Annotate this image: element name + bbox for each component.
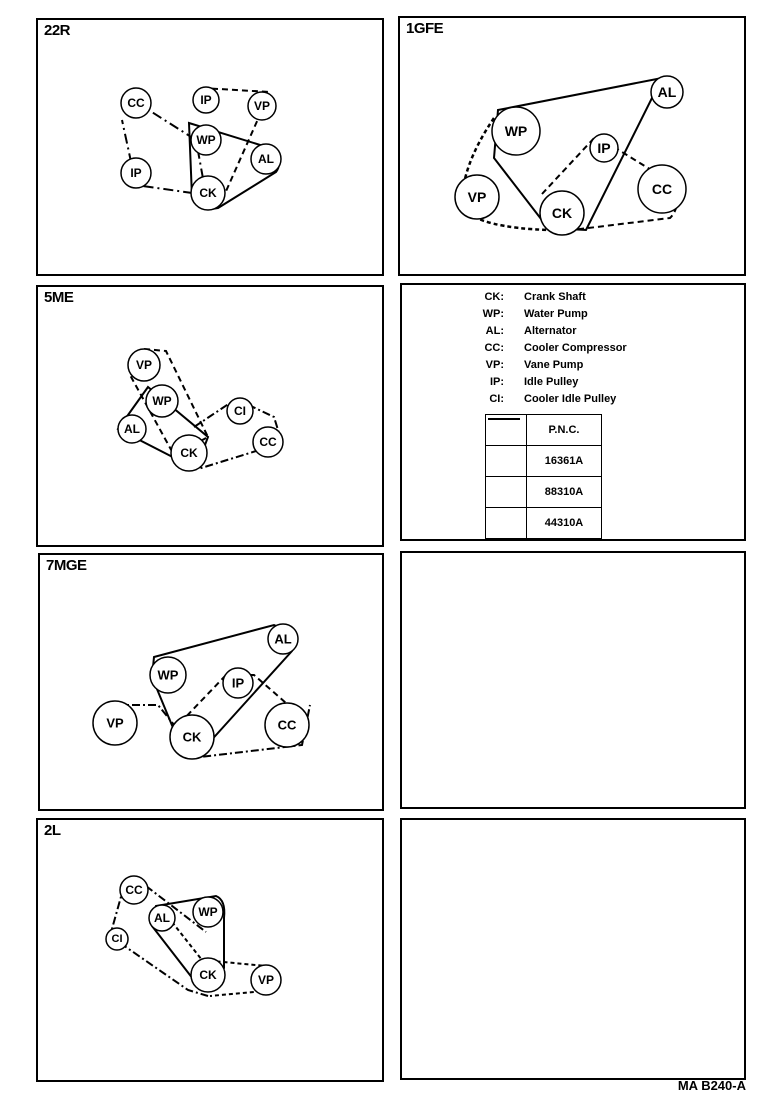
belt-diagram-5me xyxy=(38,287,382,545)
panel-5me xyxy=(36,285,384,547)
table-row xyxy=(486,446,602,477)
line-sample-icon xyxy=(486,415,522,423)
pnc-table xyxy=(485,414,602,539)
pulley-label: CC xyxy=(651,181,673,197)
panel-title: 22R xyxy=(44,22,71,39)
pulley-label: CK xyxy=(551,205,573,221)
empty-panel xyxy=(400,818,746,1080)
belt-diagram-7mge xyxy=(40,555,382,809)
pulley-label: VP xyxy=(135,358,153,372)
pulley-label: VP xyxy=(253,99,271,113)
legend-panel xyxy=(400,283,746,541)
legend-desc: Water Pump xyxy=(524,308,588,320)
line-sample-dashed xyxy=(486,477,527,508)
empty-panel xyxy=(400,551,746,809)
pulley-label: IP xyxy=(231,675,245,691)
legend-desc: Cooler Compressor xyxy=(524,342,627,354)
panel-1gfe xyxy=(398,16,746,276)
pulley-label: VP xyxy=(257,973,275,987)
pulley-label: CK xyxy=(180,446,198,460)
legend-desc: Idle Pulley xyxy=(524,376,579,388)
legend-abbr: CI: xyxy=(489,393,504,405)
legend-desc: Vane Pump xyxy=(524,359,584,371)
panel-title: 5ME xyxy=(44,289,74,306)
legend-abbr: CK: xyxy=(484,291,504,303)
belt-diagram-1gfe xyxy=(400,18,744,274)
panel-7mge xyxy=(38,553,384,811)
pulley-label: WP xyxy=(504,123,528,139)
pnc-value: 16361A xyxy=(527,446,602,477)
pulley-label: VP xyxy=(467,189,487,205)
panel-22r xyxy=(36,18,384,276)
pnc-value: 88310A xyxy=(527,477,602,508)
pulley-label: CC xyxy=(277,717,297,733)
pulley-label: CK xyxy=(199,968,217,982)
pnc-header: P.N.C. xyxy=(527,415,602,446)
pulley-label: AL xyxy=(274,631,292,647)
pulley-label: AL xyxy=(657,84,677,100)
line-sample-dashdot xyxy=(486,508,527,539)
legend-abbr: IP: xyxy=(489,376,504,388)
pulley-label: AL xyxy=(124,422,140,436)
pulley-label: VP xyxy=(106,715,124,731)
belt-diagram-2l xyxy=(38,820,382,1080)
belt-diagram-22r xyxy=(38,20,382,274)
legend-desc: Crank Shaft xyxy=(524,291,586,303)
pulley-label: CK xyxy=(182,729,202,745)
legend-desc: Cooler Idle Pulley xyxy=(524,393,617,405)
table-row xyxy=(486,508,602,539)
legend-abbr: CC: xyxy=(484,342,504,354)
pulley-label: CC xyxy=(125,883,143,897)
pulley-label: CK xyxy=(199,186,217,200)
pulley-label: WP xyxy=(196,133,216,147)
pulley-label: IP xyxy=(597,140,611,156)
pulley-label: CI xyxy=(111,933,123,945)
legend-abbr: WP: xyxy=(482,308,504,320)
panel-title: 2L xyxy=(44,822,61,839)
pulley-label: CI xyxy=(234,404,246,418)
pulley-label: IP xyxy=(200,93,212,107)
pulley-label: WP xyxy=(152,394,172,408)
pulley-label: AL xyxy=(154,911,170,925)
panel-title: 7MGE xyxy=(46,557,87,574)
pulley-label: CC xyxy=(127,96,145,110)
line-sample-solid xyxy=(486,446,527,477)
panel-title: 1GFE xyxy=(406,20,444,37)
pulley-label: IP xyxy=(130,166,142,180)
drawing-code: MA B240-A xyxy=(677,1078,746,1093)
legend-desc: Alternator xyxy=(524,325,577,337)
legend-abbr: VP: xyxy=(485,359,504,371)
pulley-label: WP xyxy=(157,667,179,683)
pulley-label: AL xyxy=(258,152,274,166)
table-row xyxy=(486,477,602,508)
pnc-value: 44310A xyxy=(527,508,602,539)
pulley-label: CC xyxy=(259,435,277,449)
pulley-label: WP xyxy=(198,905,218,919)
legend-abbr: AL: xyxy=(485,325,504,337)
panel-2l xyxy=(36,818,384,1082)
